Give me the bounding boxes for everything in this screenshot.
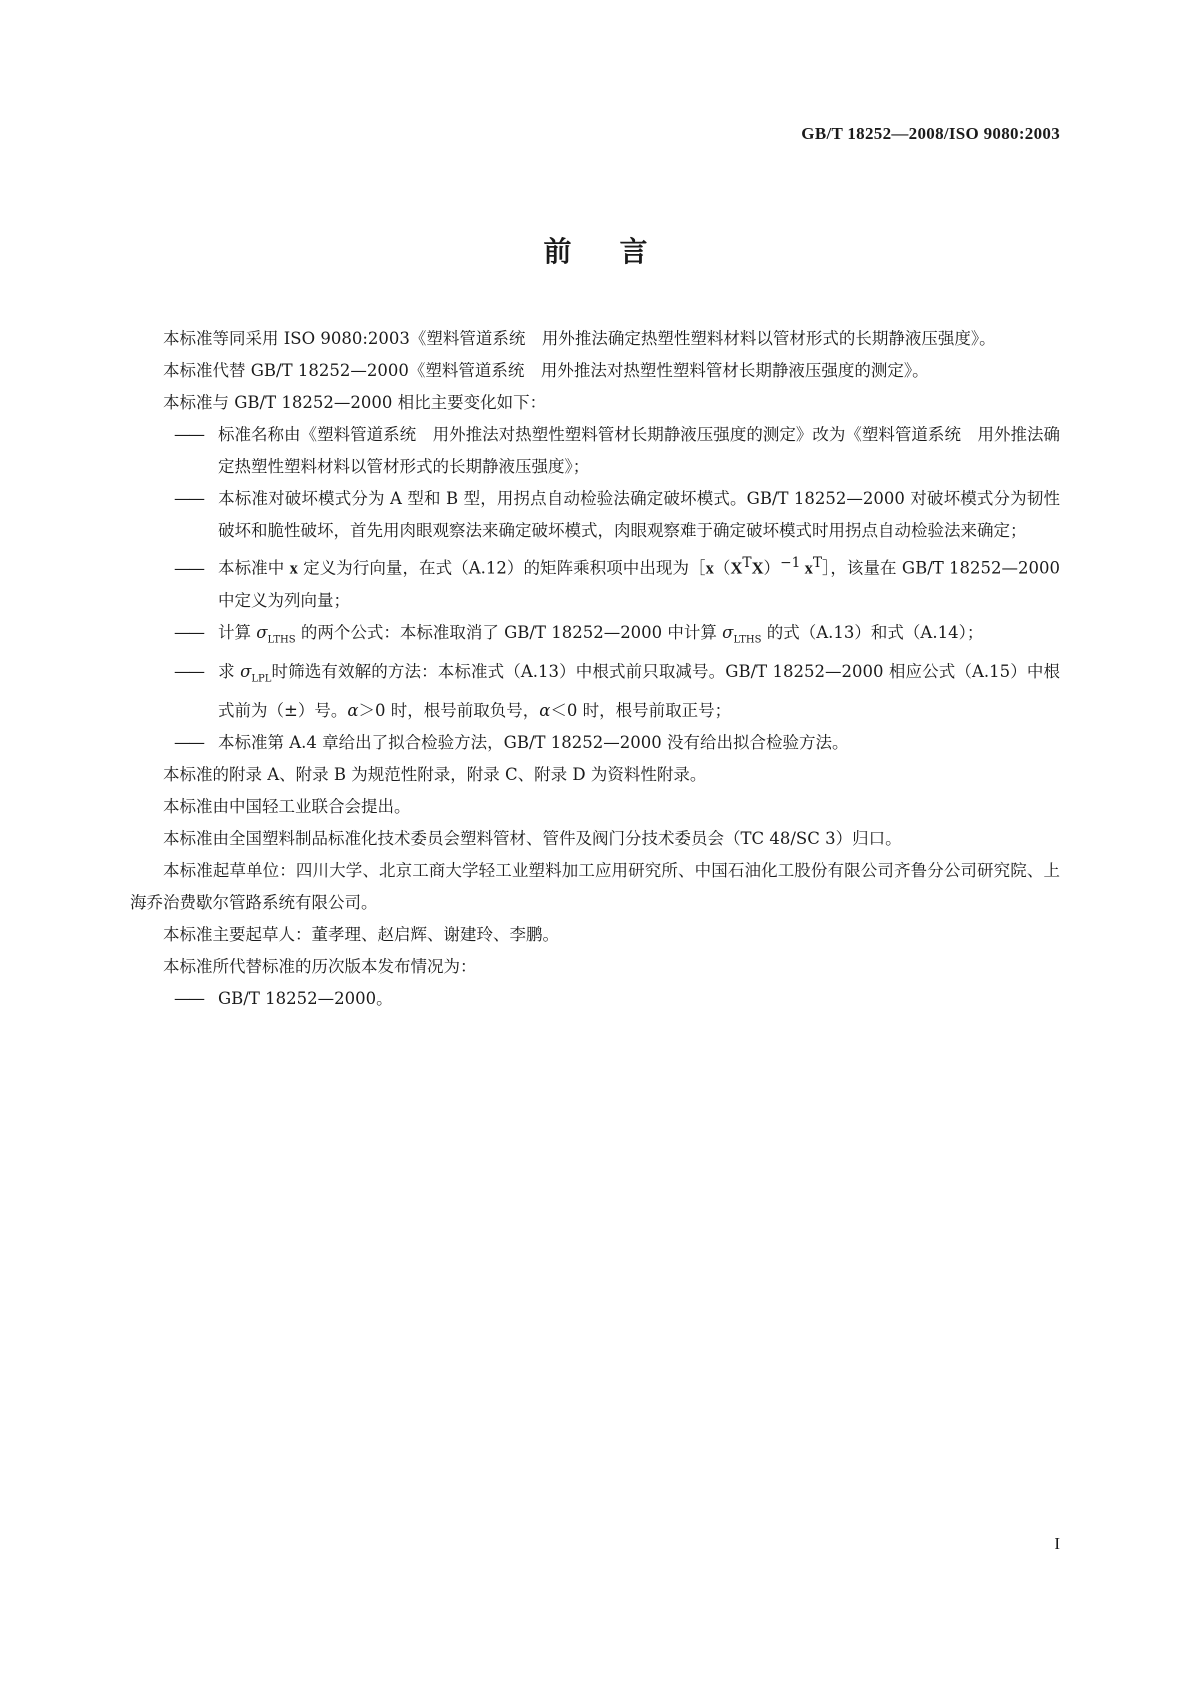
standard-number: GB/T 18252—2008/ISO 9080:2003 [801,124,1060,143]
list-item [130,617,1060,656]
dash-bullet: —— [174,425,203,444]
formula-paren: （ [713,558,731,578]
list-item [130,983,1060,1015]
sigma-subscript: LTHS [267,633,296,645]
paragraph: 本标准由全国塑料制品标准化技术委员会塑料管材、管件及阀门分技术委员会（TC 48/SC 3）归口。 [163,829,902,849]
paragraph: 本标准起草单位：四川大学、北京工商大学轻工业塑料加工应用研究所、中国石油化工股份有限公司齐鲁分公司研究院、上海乔治费歇尔管路系统有限公司。 [130,861,1060,913]
dash-bullet: —— [174,661,203,681]
list-item [130,419,1060,483]
paragraph: 本标准的附录 A、附录 B 为规范性附录，附录 C、附录 D 为资料性附录。 [163,765,707,785]
page-number: I [1054,1534,1060,1553]
dash-bullet: —— [174,733,203,753]
list-item-text: 本标准对破坏模式分为 A 型和 B 型，用拐点自动检验法确定破坏模式。GB/T 18252—2000 对破坏模式分为韧性破坏和脆性破坏，首先用肉眼观察法来确定破坏模式，肉眼观察难于确定破坏模式时用拐点自动检验法来确定； [218,489,1060,540]
list-item-text: GB/T 18252—2000。 [218,989,393,1009]
dash-bullet: —— [174,622,203,642]
paragraph: 本标准主要起草人：董孝理、赵启辉、谢建玲、李鹏。 [163,925,559,945]
list-item-text: 标准名称由《塑料管道系统 用外推法对热塑性塑料管材长期静液压强度的测定》改为《塑料管道系统 用外推法确定热塑性塑料材料以管材形式的长期静液压强度》； [218,425,1060,476]
paragraph: 本标准所代替标准的历次版本发布情况为： [163,957,477,977]
formula-matrix: X [730,558,743,578]
paragraph: 本标准等同采用 ISO 9080:2003《塑料管道系统 用外推法确定热塑性塑料材料以管材形式的长期静液压强度》。 [163,329,996,348]
dash-bullet: —— [174,989,203,1009]
alpha-symbol: α [539,701,551,721]
sigma-symbol: σ [256,622,268,642]
page-title: 前言 [543,235,696,268]
formula-term: x [705,558,714,578]
vector-symbol: x [289,558,298,578]
list-item [130,656,1060,727]
list-item-text: 本标准第 A.4 章给出了拟合检验方法，GB/T 18252—2000 没有给出拟合检验方法。 [218,733,849,753]
sigma-symbol: σ [240,661,252,681]
alpha-symbol: α [347,701,359,721]
formula-matrix: X [751,558,764,578]
list-item-text: 本标准中 [218,558,290,578]
paragraph: 本标准代替 GB/T 18252—2000《塑料管道系统 用外推法对热塑性塑料管材长期静液压强度的测定》。 [163,361,929,380]
sigma-subscript: LPL [251,673,272,685]
list-item-text: 求 [218,661,241,681]
list-item [130,547,1060,617]
formula-superscript: −1 [780,555,801,571]
list-item-text: 的式（A.13）和式（A.14）； [761,622,984,642]
list-item [130,727,1060,759]
list-item-text: ＜0 时，根号前取正号； [550,701,732,721]
paragraph: 本标准与 GB/T 18252—2000 相比主要变化如下： [163,393,547,412]
dash-bullet: —— [174,558,203,578]
formula-superscript: T [812,555,822,571]
sigma-symbol: σ [722,622,734,642]
sigma-subscript: LTHS [733,633,762,645]
dash-bullet: —— [174,489,203,508]
list-item-text: 的两个公式：本标准取消了 GB/T 18252—2000 中计算 [295,622,723,642]
list-item-text: 时筛选有效解的方法：本标准式（A.13）中根式前只取减号。GB/T 18252—2000 相应公式（A.15）中根式前为（±）号。 [218,661,1060,721]
list-item-text: ＞0 时，根号前取负号， [358,701,540,721]
document-body [130,323,1060,1015]
list-item-text: ］，该量在 GB/T 18252—2000 中定义为列向量； [218,558,1061,610]
formula-superscript: T [742,555,752,571]
formula-term: x [800,558,813,578]
paragraph: 本标准由中国轻工业联合会提出。 [163,797,411,817]
list-item-text: 定义为行向量，在式（A.12）的矩阵乘积项中出现为［ [297,558,706,578]
formula-paren: ） [763,558,781,578]
list-item-text: 计算 [218,622,257,642]
list-item [130,483,1060,547]
